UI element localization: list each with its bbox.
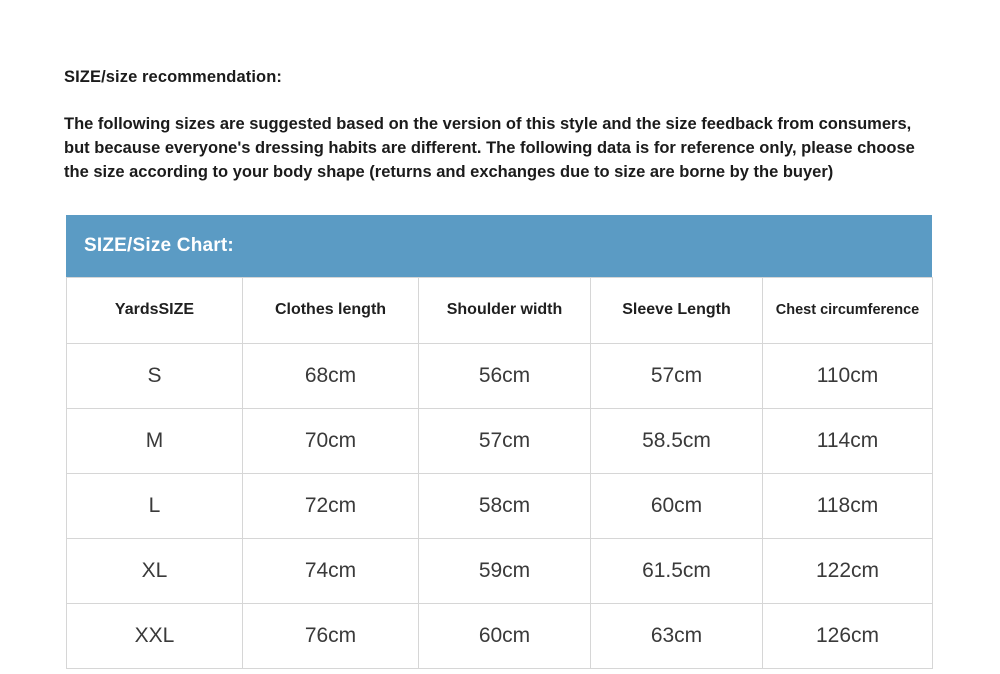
cell-shoulder-width: 57cm (419, 408, 591, 473)
cell-chest-circumference: 118cm (763, 473, 933, 538)
intro-paragraph: The following sizes are suggested based on the version of this style and the size feedback from consumers, but because everyone's dressing habits are different. The following data is for reference only, please choose the size according to your body shape (returns and exchanges due to size are borne by the buyer) (64, 115, 915, 181)
cell-shoulder-width: 59cm (419, 538, 591, 603)
cell-chest-circumference: 126cm (763, 603, 933, 668)
cell-clothes-length: 68cm (243, 343, 419, 408)
cell-sleeve-length: 57cm (591, 343, 763, 408)
table-row (67, 473, 933, 538)
column-header-shoulder-width: Shoulder width (419, 277, 591, 343)
cell-shoulder-width: 56cm (419, 343, 591, 408)
cell-shoulder-width: 58cm (419, 473, 591, 538)
table-header-row (67, 277, 933, 343)
cell-clothes-length: 70cm (243, 408, 419, 473)
cell-sleeve-length: 63cm (591, 603, 763, 668)
cell-chest-circumference: 114cm (763, 408, 933, 473)
size-chart-table (66, 277, 933, 669)
page-title: SIZE/size recommendation: (64, 68, 282, 86)
cell-size: XL (67, 538, 243, 603)
column-header-clothes-length: Clothes length (243, 277, 419, 343)
cell-sleeve-length: 58.5cm (591, 408, 763, 473)
size-chart-header-label: SIZE/Size Chart: (84, 234, 234, 256)
cell-size: M (67, 408, 243, 473)
column-header-yards-size: YardsSIZE (67, 277, 243, 343)
cell-shoulder-width: 60cm (419, 603, 591, 668)
size-chart-header (66, 215, 932, 277)
cell-sleeve-length: 60cm (591, 473, 763, 538)
cell-size: S (67, 343, 243, 408)
cell-clothes-length: 72cm (243, 473, 419, 538)
cell-sleeve-length: 61.5cm (591, 538, 763, 603)
cell-clothes-length: 76cm (243, 603, 419, 668)
column-header-chest-circumference: Chest circumference (763, 277, 933, 343)
table-row (67, 538, 933, 603)
cell-chest-circumference: 122cm (763, 538, 933, 603)
table-row (67, 408, 933, 473)
cell-chest-circumference: 110cm (763, 343, 933, 408)
column-header-sleeve-length: Sleeve Length (591, 277, 763, 343)
cell-size: L (67, 473, 243, 538)
cell-size: XXL (67, 603, 243, 668)
table-row (67, 343, 933, 408)
table-row (67, 603, 933, 668)
size-chart (66, 215, 932, 669)
cell-clothes-length: 74cm (243, 538, 419, 603)
